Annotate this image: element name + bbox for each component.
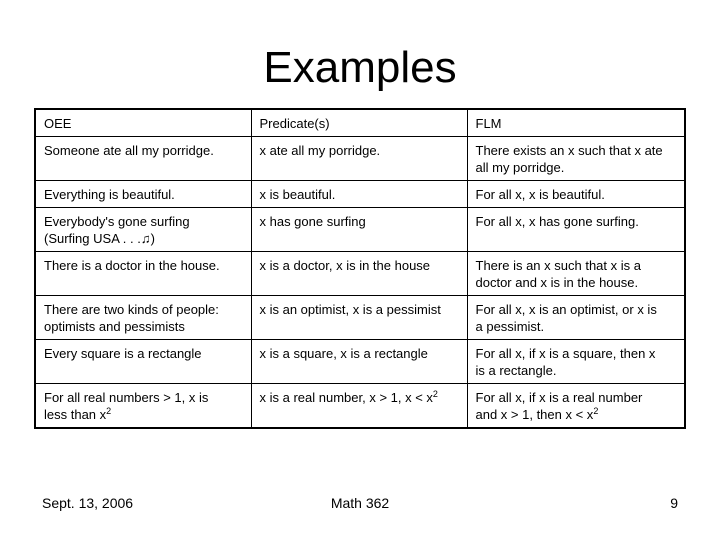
predicate-cell: x is a square, x is a rectangle	[251, 340, 467, 384]
predicate-cell: x has gone surfing	[251, 208, 467, 252]
oee-cell: Someone ate all my porridge.	[35, 137, 251, 181]
table-header-row	[35, 109, 685, 137]
header-flm: FLM	[467, 109, 685, 137]
table-row	[35, 296, 685, 340]
table-row	[35, 384, 685, 429]
oee-cell: Everything is beautiful.	[35, 181, 251, 208]
flm-text: For all x, if x is a real number and x > 1, then x < x	[475, 390, 643, 422]
oee-cell	[35, 384, 251, 429]
predicate-cell	[251, 384, 467, 429]
page-number: 9	[670, 495, 678, 511]
flm-cell: There is an x such that x is a doctor and x is in the house.	[467, 252, 685, 296]
oee-text: For all real numbers > 1, x is less than x	[44, 390, 209, 422]
oee-cell: Every square is a rectangle	[35, 340, 251, 384]
oee-cell: Everybody's gone surfing (Surfing USA . . .♫)	[35, 208, 251, 252]
predicate-cell: x is beautiful.	[251, 181, 467, 208]
oee-cell: There are two kinds of people: optimists and pessimists	[35, 296, 251, 340]
predicate-cell: x is an optimist, x is a pessimist	[251, 296, 467, 340]
flm-cell	[467, 384, 685, 429]
footer-date: Sept. 13, 2006	[42, 495, 134, 511]
exponent: 2	[432, 389, 438, 399]
table-row	[35, 137, 685, 181]
flm-cell: There exists an x such that x ate all my porridge.	[467, 137, 685, 181]
predicate-cell: x is a doctor, x is in the house	[251, 252, 467, 296]
flm-cell: For all x, x is beautiful.	[467, 181, 685, 208]
flm-cell: For all x, x is an optimist, or x is a pessimist.	[467, 296, 685, 340]
flm-cell: For all x, if x is a square, then x is a rectangle.	[467, 340, 685, 384]
table-row	[35, 340, 685, 384]
header-oee: OEE	[35, 109, 251, 137]
header-predicates: Predicate(s)	[251, 109, 467, 137]
page-title: Examples	[263, 43, 457, 92]
flm-cell: For all x, x has gone surfing.	[467, 208, 685, 252]
exponent: 2	[593, 406, 599, 416]
table-row	[35, 208, 685, 252]
table-row	[35, 252, 685, 296]
table-row	[35, 181, 685, 208]
predicate-text: x is a real number, x > 1, x < x	[259, 390, 433, 405]
exponent: 2	[106, 406, 112, 416]
examples-table	[34, 108, 686, 429]
footer-course: Math 362	[330, 495, 390, 511]
predicate-cell: x ate all my porridge.	[251, 137, 467, 181]
oee-cell: There is a doctor in the house.	[35, 252, 251, 296]
